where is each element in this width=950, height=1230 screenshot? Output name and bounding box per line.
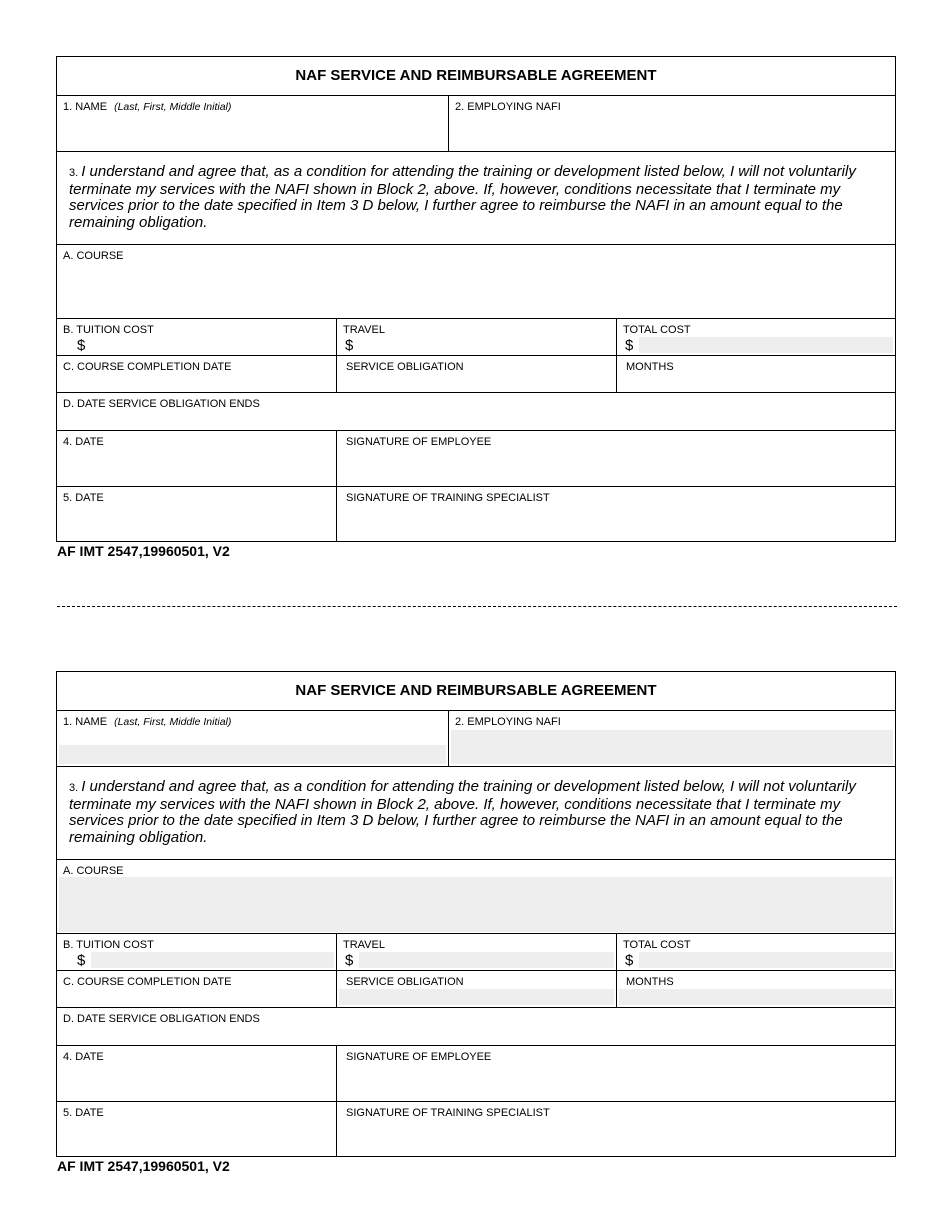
employing-nafi-field[interactable]	[448, 711, 895, 766]
service-obligation-fill	[339, 989, 614, 1005]
travel-currency: $	[345, 337, 354, 354]
employing-nafi-label: 2. EMPLOYING NAFI	[455, 716, 561, 728]
cut-line-divider	[57, 606, 897, 607]
obligation-ends-field[interactable]	[57, 1007, 895, 1045]
employee-signature-label: SIGNATURE OF EMPLOYEE	[346, 436, 492, 448]
row-employee-signature	[57, 1045, 895, 1101]
obligation-ends-label: D. DATE SERVICE OBLIGATION ENDS	[63, 398, 260, 410]
specialist-signature-label: SIGNATURE OF TRAINING SPECIALIST	[346, 1107, 550, 1119]
employee-signature-field[interactable]	[336, 431, 895, 486]
months-field[interactable]	[616, 356, 895, 392]
travel-field[interactable]	[336, 934, 616, 970]
name-hint: (Last, First, Middle Initial)	[114, 716, 232, 728]
completion-date-field[interactable]	[57, 356, 336, 392]
service-obligation-label: SERVICE OBLIGATION	[346, 976, 464, 988]
form-title-row	[57, 672, 895, 710]
row-specialist-signature	[57, 486, 895, 541]
service-obligation-label: SERVICE OBLIGATION	[346, 361, 464, 373]
tuition-cost-field[interactable]	[57, 319, 336, 355]
tuition-cost-label: B. TUITION COST	[63, 939, 154, 951]
date-5-label: 5. DATE	[63, 1107, 104, 1119]
employee-signature-label: SIGNATURE OF EMPLOYEE	[346, 1051, 492, 1063]
date-4-label: 4. DATE	[63, 1051, 104, 1063]
course-fill	[59, 877, 893, 932]
statement-text: I understand and agree that, as a condition for attending the training or development listed below, I will not voluntarily terminate my services with the NAFI shown in Block 2, above. If, however, conditions necessitate that I terminate my services prior to the date specified in Item 3 D below, I further agree to reimburse the NAFI in an amount equal to the remaining obligation.	[69, 778, 856, 846]
tuition-cost-label: B. TUITION COST	[63, 324, 154, 336]
agreement-form-top	[56, 56, 896, 542]
obligation-ends-field[interactable]	[57, 392, 895, 430]
months-label: MONTHS	[626, 361, 674, 373]
row-costs	[57, 933, 895, 970]
name-number: 1.	[63, 101, 73, 113]
date-4-label: 4. DATE	[63, 436, 104, 448]
months-field[interactable]	[616, 971, 895, 1007]
form-id-top: AF IMT 2547,19960501, V2	[57, 543, 230, 559]
completion-date-label: C. COURSE COMPLETION DATE	[63, 361, 232, 373]
statement-row	[57, 151, 895, 244]
statement-row	[57, 766, 895, 859]
completion-date-field[interactable]	[57, 971, 336, 1007]
name-label: NAME	[75, 716, 108, 728]
row-employee-signature	[57, 430, 895, 486]
employing-nafi-fill	[451, 730, 893, 764]
course-label: A. COURSE	[63, 865, 124, 877]
row-name-nafi	[57, 710, 895, 766]
specialist-signature-field[interactable]	[336, 487, 895, 541]
travel-currency: $	[345, 952, 354, 969]
name-label: NAME	[75, 101, 108, 113]
total-cost-label: TOTAL COST	[623, 939, 691, 951]
total-cost-fill	[639, 337, 893, 353]
date-4-field[interactable]	[57, 431, 336, 486]
course-field[interactable]	[57, 244, 895, 318]
employing-nafi-label: 2. EMPLOYING NAFI	[455, 101, 561, 113]
statement-number: 3.	[69, 167, 79, 179]
row-specialist-signature	[57, 1101, 895, 1156]
agreement-statement	[69, 779, 873, 846]
travel-field[interactable]	[336, 319, 616, 355]
agreement-form-bottom	[56, 671, 896, 1157]
specialist-signature-field[interactable]	[336, 1102, 895, 1156]
date-4-field[interactable]	[57, 1046, 336, 1101]
name-hint: (Last, First, Middle Initial)	[114, 101, 232, 113]
course-label: A. COURSE	[63, 250, 124, 262]
total-cost-fill	[639, 952, 893, 968]
travel-label: TRAVEL	[343, 324, 385, 336]
tuition-cost-fill	[91, 952, 334, 968]
date-5-field[interactable]	[57, 1102, 336, 1156]
travel-label: TRAVEL	[343, 939, 385, 951]
statement-number: 3.	[69, 782, 79, 794]
form-title-row	[57, 57, 895, 95]
date-5-field[interactable]	[57, 487, 336, 541]
completion-date-label: C. COURSE COMPLETION DATE	[63, 976, 232, 988]
total-cost-label: TOTAL COST	[623, 324, 691, 336]
service-obligation-field[interactable]	[336, 971, 616, 1007]
total-currency: $	[625, 337, 634, 354]
total-currency: $	[625, 952, 634, 969]
employing-nafi-field[interactable]	[448, 96, 895, 151]
name-field[interactable]	[57, 711, 448, 766]
date-5-label: 5. DATE	[63, 492, 104, 504]
tuition-currency: $	[77, 952, 86, 969]
tuition-currency: $	[77, 337, 86, 354]
specialist-signature-label: SIGNATURE OF TRAINING SPECIALIST	[346, 492, 550, 504]
form-title: NAF SERVICE AND REIMBURSABLE AGREEMENT	[295, 682, 657, 699]
total-cost-field[interactable]	[616, 934, 895, 970]
course-field[interactable]	[57, 859, 895, 933]
total-cost-field[interactable]	[616, 319, 895, 355]
statement-text: I understand and agree that, as a condition for attending the training or development listed below, I will not voluntarily terminate my services with the NAFI shown in Block 2, above. If, however, conditions necessitate that I terminate my services prior to the date specified in Item 3 D below, I further agree to reimburse the NAFI in an amount equal to the remaining obligation.	[69, 163, 856, 231]
form-title: NAF SERVICE AND REIMBURSABLE AGREEMENT	[295, 67, 657, 84]
months-label: MONTHS	[626, 976, 674, 988]
row-completion	[57, 970, 895, 1007]
name-field[interactable]	[57, 96, 448, 151]
service-obligation-field[interactable]	[336, 356, 616, 392]
employee-signature-field[interactable]	[336, 1046, 895, 1101]
obligation-ends-label: D. DATE SERVICE OBLIGATION ENDS	[63, 1013, 260, 1025]
travel-fill	[359, 952, 614, 968]
agreement-statement	[69, 164, 873, 231]
name-fill	[59, 745, 446, 764]
months-fill	[619, 989, 893, 1005]
row-name-nafi	[57, 95, 895, 151]
tuition-cost-field[interactable]	[57, 934, 336, 970]
row-costs	[57, 318, 895, 355]
form-id-bottom: AF IMT 2547,19960501, V2	[57, 1158, 230, 1174]
name-number: 1.	[63, 716, 73, 728]
row-completion	[57, 355, 895, 392]
